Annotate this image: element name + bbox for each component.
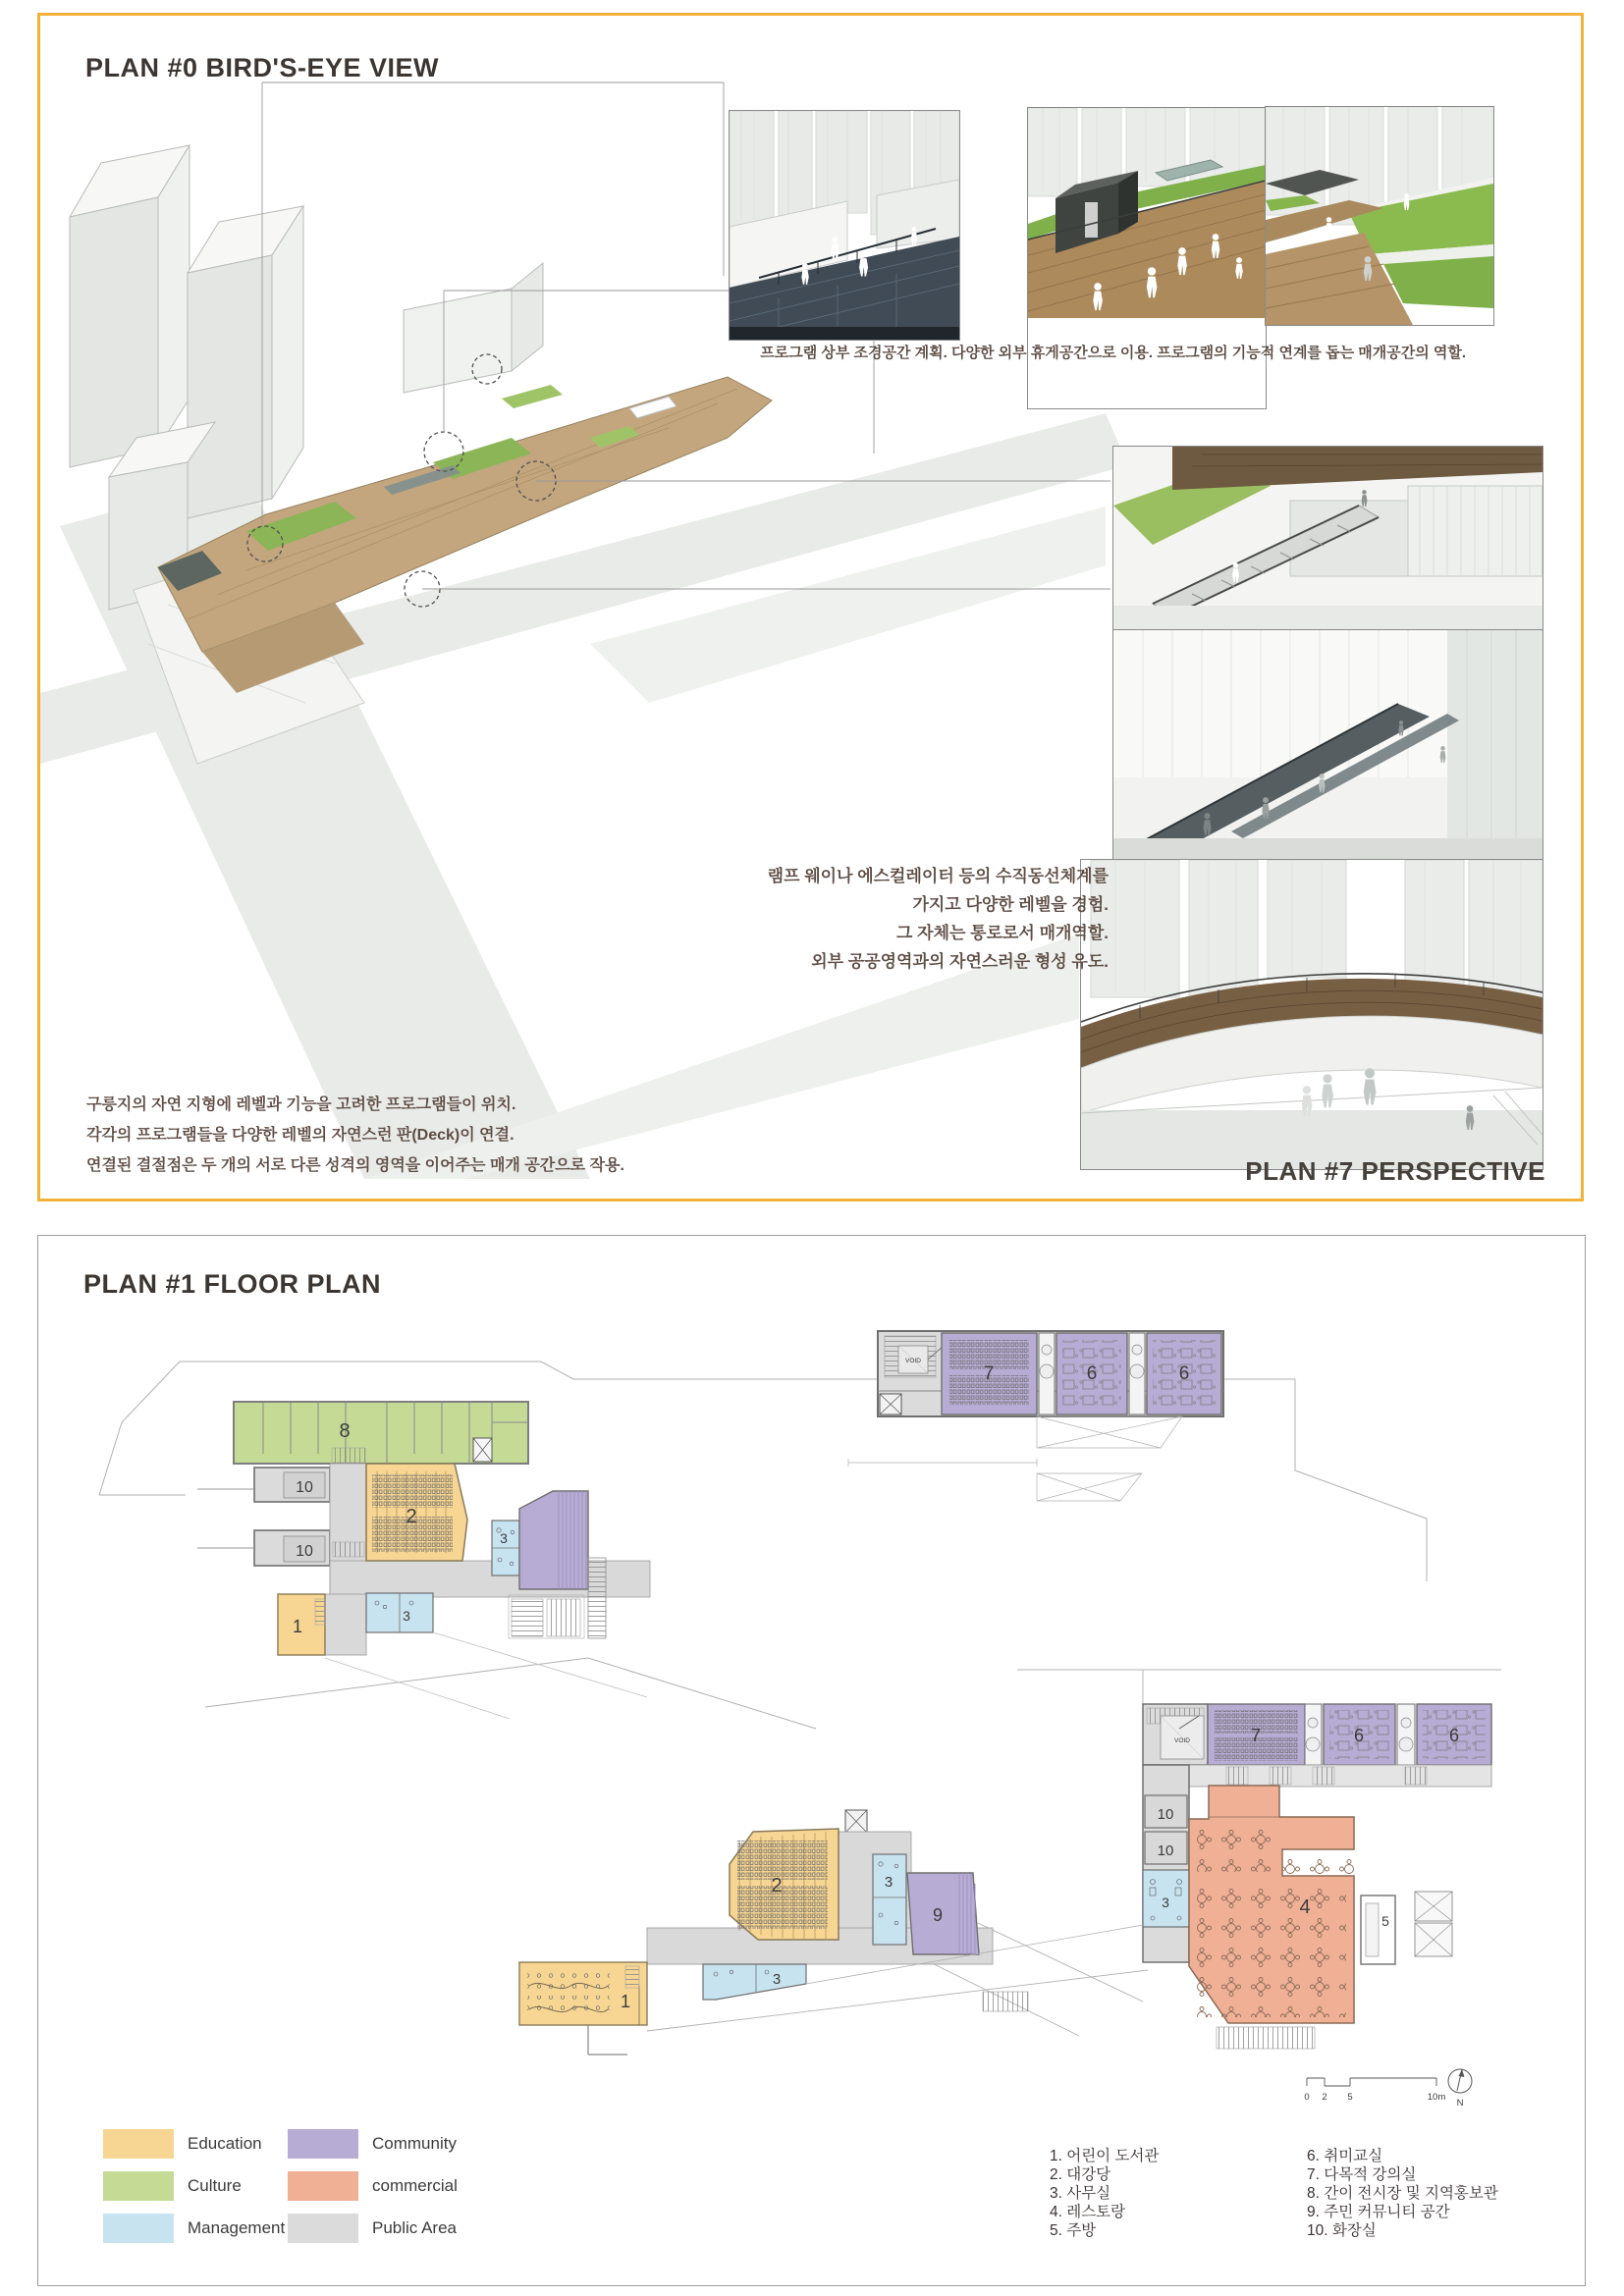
annotation-line: 구릉지의 자연 지형에 레벨과 기능을 고려한 프로그램들이 위치. — [86, 1096, 516, 1113]
room-label: 10 — [1157, 1842, 1174, 1859]
inset-roofdeck-photo-1 — [729, 110, 960, 341]
room-label: 2 — [771, 1875, 783, 1896]
room-label: 3 — [772, 1971, 782, 1988]
room-key-item: 6. 취미교실 — [1307, 2148, 1383, 2164]
page-title-floorplan: PLAN #1 FLOOR PLAN — [83, 1269, 382, 1299]
legend-swatch-management — [103, 2214, 174, 2243]
annotation-site — [86, 1090, 624, 1181]
room-key-item: 10. 화장실 — [1307, 2222, 1377, 2239]
inset-roofdeck-photo-3 — [1265, 106, 1494, 326]
page-title-birdseye: PLAN #0 BIRD'S-EYE VIEW — [85, 53, 439, 82]
perspective-title: PLAN #7 PERSPECTIVE — [1245, 1156, 1545, 1186]
room-key-column-1 — [1050, 2147, 1159, 2240]
legend-swatch-education — [103, 2129, 174, 2159]
escalator-scene-1 — [1113, 447, 1543, 629]
north-arrow-icon — [1448, 2069, 1472, 2109]
room-label: 3 — [403, 1608, 410, 1624]
room-label: 3 — [500, 1530, 508, 1546]
legend-swatch-culture — [103, 2171, 174, 2201]
scale-tick: 10m — [1427, 2092, 1446, 2103]
annotation-line: 램프 웨이나 에스컬레이터 등의 수직동선체계를 — [767, 867, 1109, 885]
room-label: 10 — [1157, 1806, 1174, 1823]
legend-label: Education — [188, 2134, 262, 2153]
room-label: 3 — [1162, 1895, 1169, 1910]
panel-floorplan — [37, 1235, 1586, 2286]
room-label: 7 — [1250, 1726, 1262, 1745]
room-label: 9 — [932, 1905, 944, 1925]
room-key-item: 4. 레스토랑 — [1050, 2204, 1126, 2220]
void-label: VOID — [905, 1358, 921, 1364]
room-label: 4 — [1299, 1896, 1311, 1918]
annotation-line: 그 자체는 통로로서 매개역할. — [896, 924, 1109, 942]
annotation-line: 연결된 결절점은 두 개의 서로 다른 성격의 영역을 이어주는 매개 공간으로 작용. — [86, 1157, 624, 1174]
escalator-scene-2 — [1113, 630, 1543, 859]
roofdeck-scene-3 — [1266, 107, 1493, 325]
inset-roofdeck-photo-2 — [1027, 107, 1267, 409]
north-label: N — [1456, 2098, 1464, 2109]
room-label: 10 — [296, 1479, 313, 1496]
legend-label: commercial — [372, 2176, 458, 2195]
perspective-ramp-scene — [1081, 860, 1543, 1169]
room-key-item: 7. 다목적 강의실 — [1307, 2166, 1417, 2183]
scale-tick: 2 — [1322, 2092, 1327, 2103]
room-key-item: 1. 어린이 도서관 — [1050, 2148, 1160, 2164]
legend-label: Public Area — [372, 2218, 457, 2237]
room-key-item: 8. 간이 전시장 및 지역홍보관 — [1307, 2185, 1498, 2202]
legend-swatch-public-area — [288, 2214, 358, 2243]
floor-plans-drawing — [38, 1236, 1585, 2285]
legend-item-community — [288, 2129, 504, 2159]
room-key-item: 3. 사무실 — [1050, 2185, 1111, 2202]
roofdeck-scene-2 — [1028, 108, 1266, 318]
room-label: 10 — [296, 1543, 313, 1560]
floor-plan-2 — [519, 1670, 1501, 2055]
room-label: 1 — [292, 1617, 303, 1636]
legend-swatch-community — [288, 2129, 358, 2159]
inset-perspective-photo — [1080, 859, 1543, 1170]
scale-tick: 5 — [1347, 2092, 1353, 2103]
legend-label: Management — [188, 2218, 286, 2237]
void-label: VOID — [1174, 1737, 1190, 1744]
legend-item-public-area — [288, 2214, 504, 2243]
scale-tick: 0 — [1304, 2092, 1310, 2103]
legend-label: Culture — [188, 2176, 242, 2195]
panel-birdseye — [37, 13, 1584, 1201]
legend-swatch-commercial — [288, 2171, 358, 2201]
floor-plan-1 — [99, 1331, 1427, 1729]
inset-escalator-photo-2 — [1112, 629, 1543, 860]
room-label: 6 — [1353, 1726, 1365, 1745]
room-key-item: 5. 주방 — [1050, 2222, 1097, 2239]
legend-label: Community — [372, 2134, 457, 2153]
room-label: 2 — [406, 1506, 417, 1527]
room-label: 3 — [884, 1874, 893, 1891]
annotation-line: 가지고 다양한 레벨을 경험. — [912, 895, 1109, 914]
room-label: 1 — [620, 1992, 631, 2011]
legend-item-management — [103, 2214, 288, 2243]
room-label: 8 — [339, 1420, 351, 1442]
room-key-item: 2. 대강당 — [1050, 2166, 1111, 2183]
legend-item-culture — [103, 2171, 288, 2201]
insets-caption: 프로그램 상부 조경공간 계획. 다양한 외부 휴게공간으로 이용. 프로그램의 기능적 연계를 돕는 매개공간의 역할. — [760, 345, 1466, 361]
legend-item-commercial — [288, 2171, 504, 2201]
roofdeck-scene-1 — [730, 111, 959, 340]
room-label: 6 — [1448, 1726, 1460, 1745]
legend-item-education — [103, 2129, 288, 2159]
scale-bar — [1307, 2078, 1436, 2086]
inset-escalator-photo-1 — [1112, 446, 1543, 630]
room-key-item: 9. 주민 커뮤니티 공간 — [1307, 2204, 1450, 2220]
room-label: 7 — [983, 1363, 995, 1384]
room-label: 5 — [1381, 1913, 1389, 1929]
annotation-line: 외부 공공영역과의 자연스러운 형성 유도. — [811, 952, 1109, 971]
room-label: 6 — [1178, 1363, 1190, 1384]
room-label: 6 — [1086, 1363, 1098, 1384]
room-key-column-2 — [1307, 2147, 1498, 2240]
legend — [103, 2129, 504, 2243]
annotation-circulation — [768, 862, 1109, 976]
annotation-line: 각각의 프로그램들을 다양한 레벨의 자연스런 판(Deck)이 연결. — [86, 1127, 514, 1144]
